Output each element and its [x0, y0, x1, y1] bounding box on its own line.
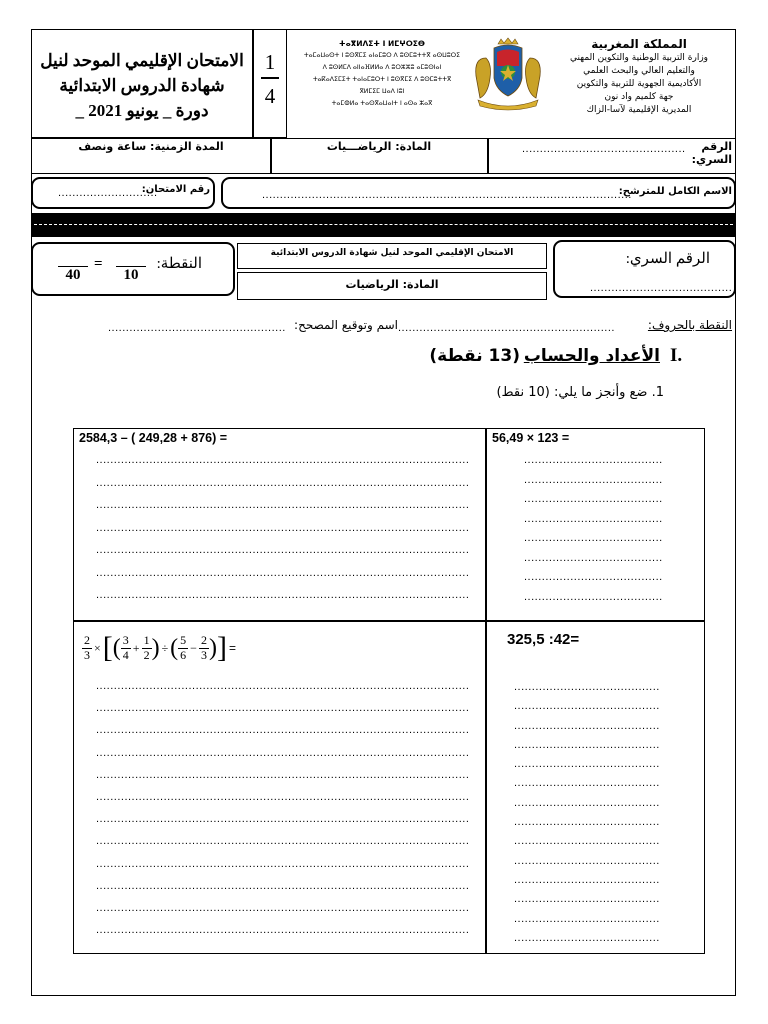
cut-line — [34, 224, 733, 225]
coat-of-arms-emblem — [470, 38, 546, 110]
denominator: 4 — [122, 647, 129, 662]
score-label: النقطة: — [156, 256, 202, 272]
exercise-division: 325,5 :42= — [507, 631, 580, 648]
score-denominator-40: 40 — [65, 267, 81, 283]
exam-number-field[interactable]: ............................ — [58, 187, 158, 199]
answer-lines-multiplication[interactable]: ....................................... ....................................... ....................................... ....................................... ....................................... ....................................... ....................................... ....................................... — [524, 454, 663, 603]
table-vertical-divider — [485, 428, 487, 954]
secret-number-field[interactable]: ........................................ — [590, 282, 733, 294]
page-total: 4 — [264, 84, 276, 108]
cut-band — [31, 213, 736, 237]
exercise-multiplication: 56,49 × 123 = — [492, 431, 570, 445]
amazigh-line: ⵜⴰⴳⵍⴷⵉⵜ ⵏ ⵍⵎⵖⵔⵉⴱ — [339, 39, 425, 48]
corrector-field[interactable]: .................................................. — [108, 322, 286, 334]
divider — [270, 138, 272, 174]
score-fraction-40 — [58, 260, 88, 284]
subject-label-top: المادة: الرياضـــيات — [326, 140, 432, 153]
answer-lines-division[interactable]: ......................................... ......................................... ......................................... ......................................... ......................................... ......................................... ......................................... ......................................... ......................................... ......................................... ......................................... ......................................... ......................................... ......................................... — [514, 681, 660, 944]
numerator: 2 — [200, 633, 207, 648]
numerator: 2 — [84, 633, 90, 648]
grading-subject: المادة: الرياضيات — [345, 278, 439, 291]
exam-number-label: رقم الامتحان: — [141, 184, 210, 195]
answer-lines-fractions[interactable]: ......................................................................................................... ......................................................................................................... ......................................................................................................... ......................................................................................................... ......................................................................................................... ......................................................................................................... ......................................................................................................... ......................................................................................................... ......................................................................................................... ......................................................................................................... ......................................................................................................... ......................................................................................................... — [96, 680, 470, 937]
amazigh-line: ⵜⴰⵎⴰⵡⴰⵙⵜ ⵏ ⵓⵙⴳⵎⵉ ⴰⵏⴰⵎⵓⵔ ⴷ ⵓⵙⵎⵓⵜⵜⴳ ⴰⵙⵡⵓⵔⵉ — [303, 52, 461, 59]
section-title: الأعداد والحساب — [523, 346, 660, 366]
ministry-header — [546, 36, 732, 117]
divider — [487, 138, 489, 174]
kingdom-name: المملكة المغربية — [591, 37, 687, 51]
full-name-label: الاسم الكامل للمترشح: — [618, 186, 732, 197]
question-1-prompt: 1. ضع وأنجز ما يلي: (10 نقط) — [496, 385, 664, 400]
academy-name: الأكاديمية الجهوية للتربية والتكوين — [576, 79, 702, 89]
section-numeral: I. — [670, 345, 683, 366]
numerator: 5 — [180, 633, 187, 648]
numerator: 3 — [122, 633, 129, 648]
score-words-field[interactable]: ............................................................. — [398, 322, 615, 334]
score-words-label: النقطة بالحروف: — [647, 318, 732, 332]
exercise-subtraction: 2584,3 – ( 249,28 + 876) = — [79, 431, 228, 445]
secret-number-field-top[interactable]: .............................................. — [522, 143, 686, 155]
amazigh-line: ⵜⴰⴽⴰⴷⵉⵎⵉⵜ ⵜⴰⵏⴰⵎⵓⵔⵜ ⵏ ⵓⵙⴳⵎⵉ ⴷ ⵓⵙⵎⵓⵜⵜⴳ — [312, 76, 452, 83]
equals-sign: = — [94, 256, 103, 272]
section-points: (13 نقطة) — [429, 346, 520, 366]
region-name: جهة كلميم واد نون — [604, 92, 674, 102]
amazigh-line: ⵜⴰⵎⵀⵍⴰ ⵜⴰⵙⴳⴰⵡⴰⵏⵜ ⵏ ⴰⵙⴰ ⵣⴰⴳ — [331, 100, 433, 107]
denominator: 3 — [84, 647, 90, 662]
duration-label: المدة الزمنية: ساعة ونصف — [78, 140, 224, 153]
table-horizontal-divider — [73, 620, 705, 622]
score-fraction-10 — [116, 260, 146, 284]
exercise-fraction-expression: $\frac{2}{3}$ × [ ( $\frac{3}{4}$ + $\frac{1}{2}$ ) ÷ ( $\frac{5}{6}$ − $\frac{2}{3}$ ) ] = — [84, 631, 236, 664]
page-number: 1 — [264, 50, 276, 74]
ministry-line2: والتعليم العالي والبحث العلمي — [583, 66, 695, 76]
amazigh-line: ⴳⵍⵎⵉⵎ ⵡⴰⴷ ⵏⵓⵏ — [359, 88, 405, 95]
denominator: 2 — [143, 647, 150, 662]
secret-number-label: الرقم السري: — [625, 251, 710, 267]
ministry-line1: وزارة التربية الوطنية والتكوين المهني — [569, 53, 709, 63]
grading-exam-title: الامتحان الإقليمي الموحد لنيل شهادة الدروس الابتدائية — [270, 248, 514, 258]
answer-lines-subtraction[interactable]: ......................................................................................................... ......................................................................................................... ......................................................................................................... ......................................................................................................... ......................................................................................................... ......................................................................................................... ......................................................................................................... — [96, 454, 470, 601]
exam-title-line1: الامتحان الإقليمي الموحد لنيل — [40, 51, 244, 70]
amazigh-line: ⴷ ⵓⵙⵍⵎⴷ ⴰⵏⵏⴰⴼⵍⵍⴰ ⴷ ⵓⵔⵣⵣⵓ ⴰⵎⵓⵙⵏⴰⵏ — [322, 64, 442, 71]
full-name-field[interactable]: ........................................................................................................ — [262, 189, 632, 201]
exam-session: دورة _ يونيو 2021 _ — [75, 101, 209, 120]
denominator: 3 — [200, 647, 207, 662]
amazigh-header — [294, 38, 470, 110]
denominator: 6 — [180, 647, 187, 662]
page-fraction-bar — [261, 77, 279, 79]
directorate-name: المديرية الإقليمية لآسا-الزاك — [586, 105, 692, 115]
score-denominator-10: 10 — [123, 267, 139, 283]
secret-number-label-top: الرقم السري: — [691, 140, 732, 166]
numerator: 1 — [143, 633, 150, 648]
exam-title-line2: شهادة الدروس الابتدائية — [59, 76, 225, 95]
corrector-label: اسم وتوقيع المصحح: — [294, 318, 398, 332]
